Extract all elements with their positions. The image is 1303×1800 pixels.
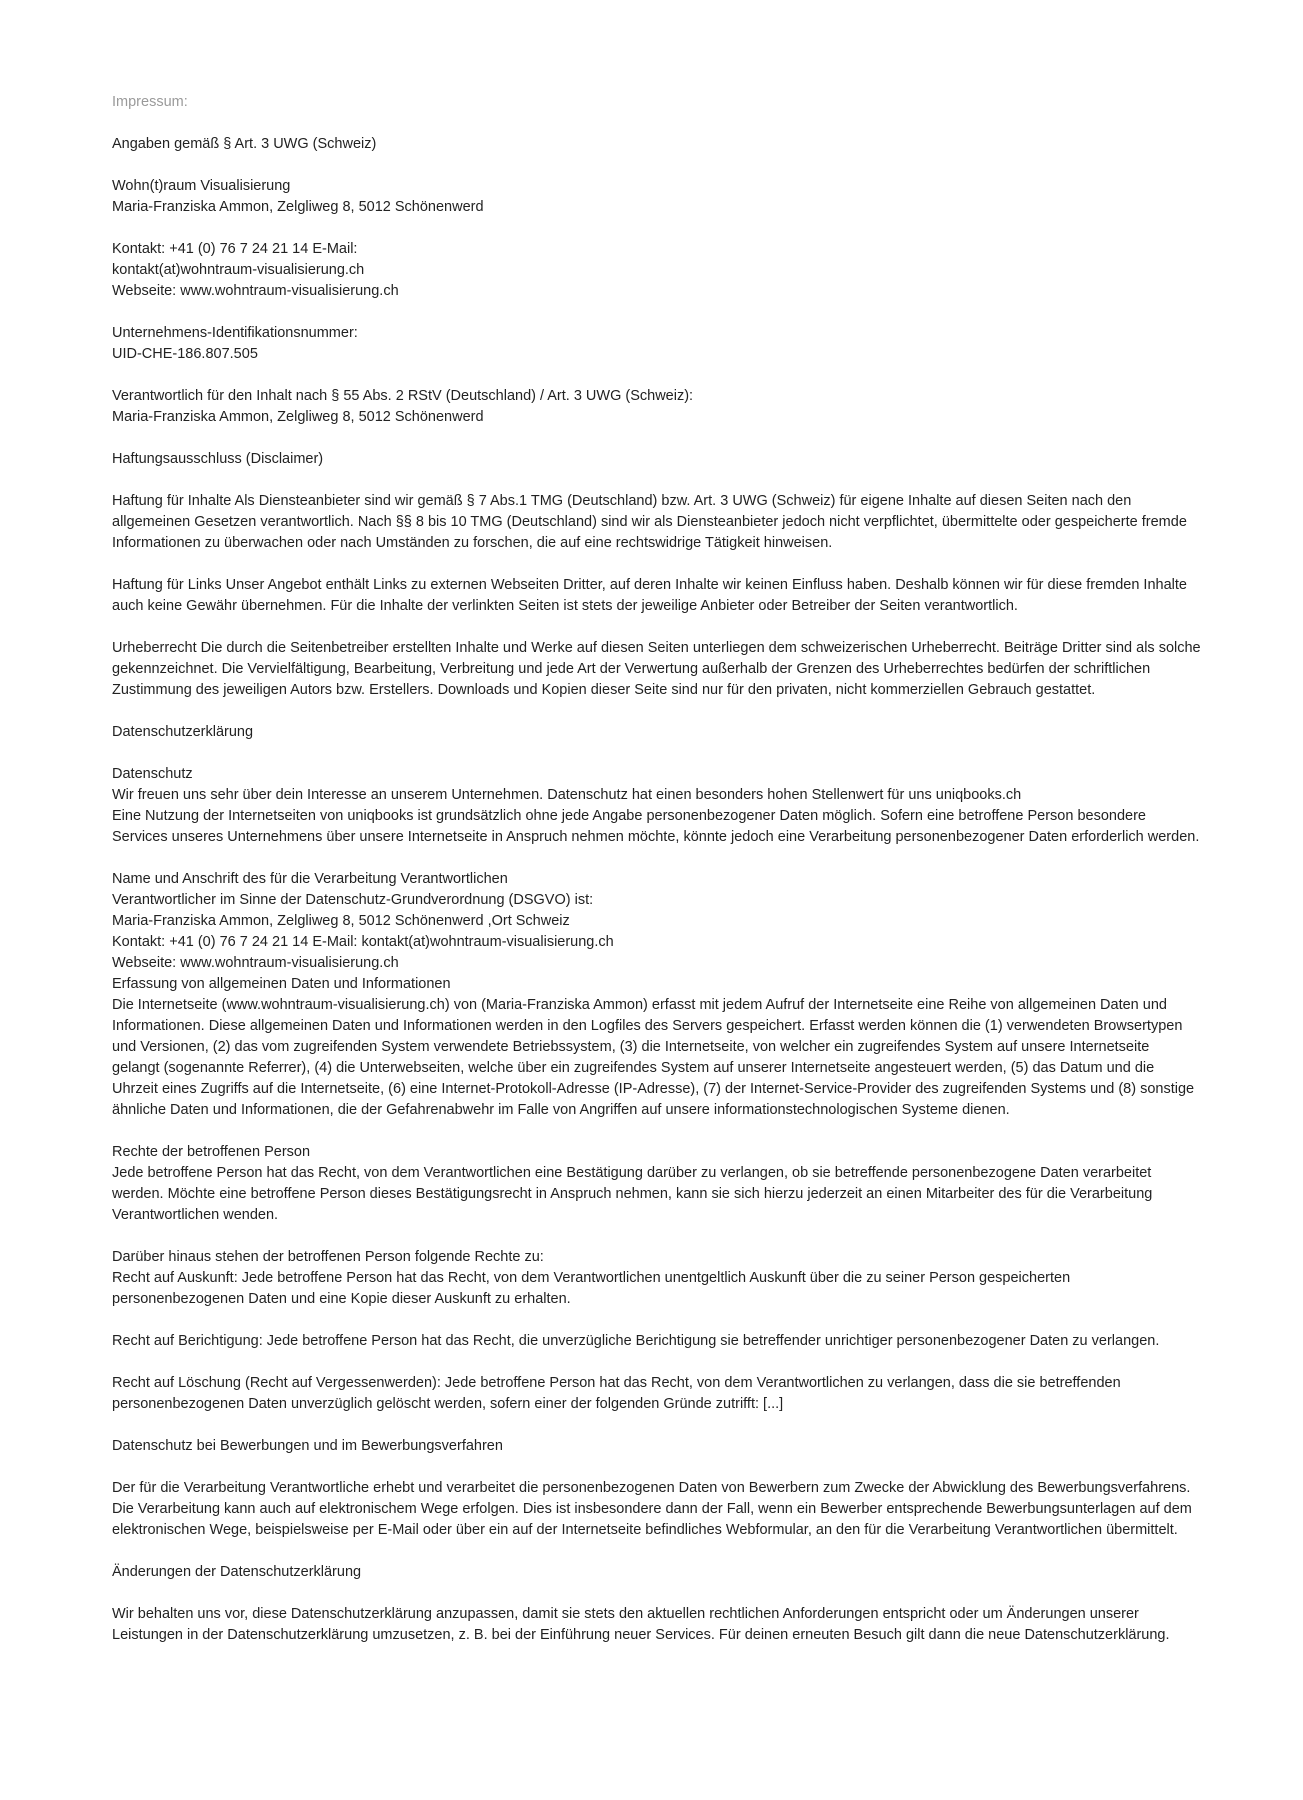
disclaimer-title-block — [112, 449, 1203, 470]
paragraph-line: Urheberrecht Die durch die Seitenbetreiber erstellten Inhalte und Werke auf diesen Seiten unterliegen dem schweizerischen Urheberrecht. Beiträge Dritter sind als solche — [112, 640, 1201, 656]
paragraph-line: auch keine Gewähr übernehmen. Für die Inhalte der verlinkten Seiten ist stets der jeweilige Anbieter oder Betreiber der Seiten verantwortlich. — [112, 598, 1018, 614]
urheberrecht — [112, 638, 1203, 701]
paragraph-line: Jede betroffene Person hat das Recht, von dem Verantwortlichen eine Bestätigung darüber zu verlangen, ob sie betreffende personenbezogene Daten verarbeitet — [112, 1165, 1152, 1181]
contact-block — [112, 239, 1203, 302]
responsible-block — [112, 386, 1203, 428]
paragraph-line: Maria-Franziska Ammon, Zelgliweg 8, 5012 Schönenwerd ,Ort Schweiz — [112, 913, 570, 929]
loeschung-block — [112, 1373, 1203, 1415]
rights-more-block — [112, 1247, 1203, 1310]
haftung-links — [112, 575, 1203, 617]
paragraph-line: Eine Nutzung der Internetseiten von uniqbooks ist grundsätzlich ohne jede Angabe personenbezogener Daten möglich. Sofern eine betroffene Person besondere — [112, 808, 1146, 824]
general-data-heading: Erfassung von allgemeinen Daten und Informationen — [112, 976, 451, 992]
paragraph-line: Recht auf Berichtigung: Jede betroffene Person hat das Recht, die unverzügliche Berichtigung sie betreffender unrichtiger personenbezogener Daten zu verlangen. — [112, 1333, 1160, 1349]
paragraph-line: ähnliche Daten und Informationen, die der Gefahrenabwehr im Falle von Angriffen auf unsere informationstechnologischen Systeme dienen. — [112, 1102, 1010, 1118]
angaben-line: Angaben gemäß § Art. 3 UWG (Schweiz) — [112, 136, 377, 152]
paragraph-line: personenbezogenen Daten unverzüglich gelöscht werden, sofern einer der folgenden Gründe zutrifft: [...] — [112, 1396, 784, 1412]
privacy-title: Datenschutzerklärung — [112, 724, 254, 740]
bewerbung-title-block — [112, 1436, 1203, 1457]
rights-block — [112, 1142, 1203, 1226]
aenderungen-title: Änderungen der Datenschutzerklärung — [112, 1564, 362, 1580]
paragraph-line: Verantwortlichen wenden. — [112, 1207, 279, 1223]
company-name: Wohn(t)raum Visualisierung — [112, 178, 291, 194]
paragraph-line: personenbezogenen Daten und eine Kopie dieser Auskunft zu erhalten. — [112, 1291, 571, 1307]
paragraph-line: Wir freuen uns sehr über dein Interesse an unserem Unternehmen. Datenschutz hat einen besonders hohen Stellenwert für uns uniqbooks.ch — [112, 787, 1022, 803]
berichtigung-block — [112, 1331, 1203, 1352]
paragraph-line: Webseite: www.wohntraum-visualisierung.ch — [112, 955, 399, 971]
contact-phone: Kontakt: +41 (0) 76 7 24 21 14 E-Mail: — [112, 241, 358, 257]
uid-value: UID-CHE-186.807.505 — [112, 346, 258, 362]
paragraph-line: und Versionen, (2) das vom zugreifenden System verwendete Betriebssystem, (3) die Internetseite, von welcher ein zugreifendes System auf unsere Internetseite — [112, 1039, 1150, 1055]
aenderungen-block — [112, 1604, 1203, 1646]
bewerbung-title: Datenschutz bei Bewerbungen und im Bewerbungsverfahren — [112, 1438, 503, 1454]
paragraph-line: werden. Möchte eine betroffene Person dieses Bestätigungsrecht in Anspruch nehmen, kann sie sich hierzu jederzeit an einen Mitarbeiter des für die Verarbeitung — [112, 1186, 1153, 1202]
paragraph-line: Der für die Verarbeitung Verantwortliche erhebt und verarbeitet die personenbezogenen Daten von Bewerbern zum Zwecke der Abwicklung des Bewerbungsverfahrens. — [112, 1480, 1191, 1496]
paragraph-line: Wir behalten uns vor, diese Datenschutzerklärung anzupassen, damit sie stets den aktuellen rechtlichen Anforderungen entspricht oder um Änderungen unserer — [112, 1606, 1139, 1622]
paragraph-line: Verantwortlicher im Sinne der Datenschutz-Grundverordnung (DSGVO) ist: — [112, 892, 594, 908]
company-block — [112, 176, 1203, 218]
privacy-title-block — [112, 722, 1203, 743]
paragraph-line: allgemeinen Gesetzen verantwortlich. Nach §§ 8 bis 10 TMG (Deutschland) sind wir als Diensteanbieter jedoch nicht verpflichtet, übermittelte oder gespeicherte fremde — [112, 514, 1187, 530]
paragraph-line: Die Internetseite (www.wohntraum-visualisierung.ch) von (Maria-Franziska Ammon) erfasst mit jedem Aufruf der Internetseite eine Reihe von allgemeinen Daten und — [112, 997, 1167, 1013]
angaben-block — [112, 134, 1203, 155]
disclaimer-title: Haftungsausschluss (Disclaimer) — [112, 451, 324, 467]
paragraph-line: Leistungen in der Datenschutzerklärung umzusetzen, z. B. bei der Einführung neuer Services. Für deinen erneuten Besuch gilt dann die neue Datenschutzerklärung. — [112, 1627, 1170, 1643]
privacy-intro — [112, 764, 1203, 848]
paragraph-line: Haftung für Inhalte Als Diensteanbieter sind wir gemäß § 7 Abs.1 TMG (Deutschland) bzw. Art. 3 UWG (Schweiz) für eigene Inhalte auf diesen Seiten nach den — [112, 493, 1132, 509]
impressum-title: Impressum: — [112, 94, 188, 110]
paragraph-line: gekennzeichnet. Die Vervielfältigung, Bearbeitung, Verbreitung und jede Art der Verwertung außerhalb der Grenzen des Urheberrechtes bedürfen der schriftlichen — [112, 661, 1151, 677]
paragraph-line: Recht auf Auskunft: Jede betroffene Person hat das Recht, von dem Verantwortlichen unentgeltlich Auskunft über die zu seiner Person gespeicherten — [112, 1270, 1071, 1286]
paragraph-line: Darüber hinaus stehen der betroffenen Person folgende Rechte zu: — [112, 1249, 544, 1265]
paragraph-line: Informationen zu überwachen oder nach Umständen zu forschen, die auf eine rechtswidrige Tätigkeit hinweisen. — [112, 535, 833, 551]
uid-block — [112, 323, 1203, 365]
paragraph-line: Services unseres Unternehmens über unsere Internetseite in Anspruch nehmen möchte, könnte jedoch eine Verarbeitung personenbezogener Daten erforderlich werden. — [112, 829, 1200, 845]
impressum-title-block — [112, 92, 1203, 113]
responsible-label: Verantwortlich für den Inhalt nach § 55 Abs. 2 RStV (Deutschland) / Art. 3 UWG (Schweiz): — [112, 388, 694, 404]
haftung-inhalte — [112, 491, 1203, 554]
paragraph-line: gelangt (sogenannte Referrer), (4) die Unterwebseiten, welche über ein zugreifendes System auf unserer Internetseite angesteuert werden, (5) das Datum und die — [112, 1060, 1155, 1076]
contact-website: Webseite: www.wohntraum-visualisierung.ch — [112, 283, 399, 299]
paragraph-line: Recht auf Löschung (Recht auf Vergessenwerden): Jede betroffene Person hat das Recht, von dem Verantwortlichen zu verlangen, dass die sie betreffenden — [112, 1375, 1121, 1391]
paragraph-line: Die Verarbeitung kann auch auf elektronischem Wege erfolgen. Dies ist insbesondere dann der Fall, wenn ein Bewerber entsprechende Bewerbungsunterlagen auf dem — [112, 1501, 1192, 1517]
paragraph-line: elektronischen Wege, beispielsweise per E-Mail oder über ein auf der Internetseite befindliches Webformular, an den für die Verarbeitung Verantwortlichen übermittelt. — [112, 1522, 1178, 1538]
paragraph-line: Haftung für Links Unser Angebot enthält Links zu externen Webseiten Dritter, auf deren Inhalte wir keinen Einfluss haben. Deshalb können wir für diese fremden Inhalte — [112, 577, 1187, 593]
datenschutz-heading: Datenschutz — [112, 766, 193, 782]
paragraph-line: Uhrzeit eines Zugriffs auf die Internetseite, (6) eine Internet-Protokoll-Adresse (IP-Adresse), (7) der Internet-Service-Provider des zugreifenden Systems und (8) sonstige — [112, 1081, 1195, 1097]
paragraph-line: Informationen. Diese allgemeinen Daten und Informationen werden in den Logfiles des Servers gespeichert. Erfasst werden können die (1) verwendeten Browsertypen — [112, 1018, 1183, 1034]
company-address: Maria-Franziska Ammon, Zelgliweg 8, 5012 Schönenwerd — [112, 199, 484, 215]
paragraph-line: Kontakt: +41 (0) 76 7 24 21 14 E-Mail: kontakt(at)wohntraum-visualisierung.ch — [112, 934, 614, 950]
rights-heading: Rechte der betroffenen Person — [112, 1144, 311, 1160]
bewerbung-block — [112, 1478, 1203, 1541]
contact-email: kontakt(at)wohntraum-visualisierung.ch — [112, 262, 365, 278]
paragraph-line: Zustimmung des jeweiligen Autors bzw. Erstellers. Downloads und Kopien dieser Seite sind nur für den privaten, nicht kommerziellen Gebrauch gestattet. — [112, 682, 1096, 698]
responsible-value: Maria-Franziska Ammon, Zelgliweg 8, 5012 Schönenwerd — [112, 409, 484, 425]
controller-heading: Name und Anschrift des für die Verarbeitung Verantwortlichen — [112, 871, 508, 887]
controller-block — [112, 869, 1203, 1121]
uid-label: Unternehmens-Identifikationsnummer: — [112, 325, 358, 341]
aenderungen-title-block — [112, 1562, 1203, 1583]
